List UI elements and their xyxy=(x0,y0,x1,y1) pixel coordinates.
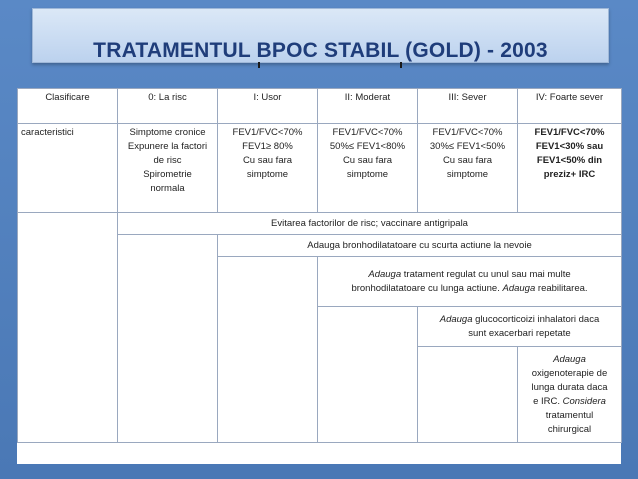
cell-line: simptome xyxy=(246,169,289,180)
tick-mark xyxy=(258,62,260,68)
stage-1-empty-cell xyxy=(218,257,318,443)
cell-line xyxy=(421,313,618,327)
cell-line: simptome xyxy=(446,169,489,180)
characteristics-stage-0 xyxy=(118,124,218,213)
add-word: Adauga xyxy=(368,268,402,280)
gold-table-container xyxy=(17,88,621,464)
cell-line: FEV1/FVC<70% xyxy=(534,127,605,138)
text-run: bronhodilatatoare cu lunga actiune. xyxy=(351,282,503,294)
header-row xyxy=(18,89,622,124)
gold-treatment-table xyxy=(17,88,622,443)
cell-line: preziz+ IRC xyxy=(543,169,596,180)
cell-line: Cu sau fara xyxy=(442,155,493,166)
cell-line: Adauga xyxy=(553,353,586,365)
add-word: Adauga xyxy=(502,282,536,294)
consider-word: Considera xyxy=(562,395,606,407)
cell-line xyxy=(321,282,618,296)
cell-line: 50%≤ FEV1<80% xyxy=(329,141,406,152)
treatment-glucocorticoids xyxy=(418,307,622,347)
add-word: Adauga xyxy=(439,313,473,325)
cell-line: tratamentul xyxy=(545,409,594,421)
treatment-avoid-risk: Evitarea factorilor de risc; vaccinare antigripala xyxy=(118,213,622,235)
characteristics-stage-3 xyxy=(418,124,518,213)
cell-line: FEV1/FVC<70% xyxy=(432,127,503,138)
cell-line: simptome xyxy=(346,169,389,180)
cell-line: Spirometrie xyxy=(143,169,192,180)
tick-mark xyxy=(400,62,402,68)
cell-line: normala xyxy=(150,183,185,194)
treatment-row-avoid xyxy=(18,213,622,235)
cell-line xyxy=(321,268,618,282)
treatment-label-empty xyxy=(18,213,118,443)
stage-0-empty-cell xyxy=(118,235,218,443)
characteristics-stage-4 xyxy=(518,124,622,213)
cell-line: FEV1/FVC<70% xyxy=(232,127,303,138)
treatment-regular-long-acting xyxy=(318,257,622,307)
cell-line: Cu sau fara xyxy=(242,155,293,166)
cell-line: FEV1<50% din xyxy=(536,155,603,166)
cell-line: Simptome cronice xyxy=(129,127,206,138)
cell-line: lunga durata daca xyxy=(531,381,608,393)
slide-title: TRATAMENTUL BPOC STABIL (GOLD) - 2003 xyxy=(93,39,548,62)
treatment-short-acting: Adauga bronhodilatatoare cu scurta actiune la nevoie xyxy=(218,235,622,257)
cell-line: chirurgical xyxy=(547,423,592,435)
header-cell-very-severe: IV: Foarte sever xyxy=(518,89,622,124)
header-cell-mild: I: Usor xyxy=(218,89,318,124)
cell-line: de risc xyxy=(153,155,182,166)
cell-line xyxy=(521,395,618,409)
text-run: tratament regulat cu unul sau mai multe xyxy=(401,268,571,280)
treatment-oxygen-surgery xyxy=(518,347,622,443)
text-run: e IRC. xyxy=(533,395,563,407)
header-cell-severe: III: Sever xyxy=(418,89,518,124)
stage-2-empty-cell xyxy=(318,307,418,443)
characteristics-stage-2 xyxy=(318,124,418,213)
cell-line: FEV1<30% sau xyxy=(535,141,604,152)
header-cell-moderate: II: Moderat xyxy=(318,89,418,124)
characteristics-row xyxy=(18,124,622,213)
cell-line: sunt exacerbari repetate xyxy=(468,327,571,339)
characteristics-label: caracteristici xyxy=(18,124,118,213)
characteristics-stage-1 xyxy=(218,124,318,213)
cell-line: Cu sau fara xyxy=(342,155,393,166)
cell-line: 30%≤ FEV1<50% xyxy=(429,141,506,152)
cell-line: Expunere la factori xyxy=(127,141,208,152)
cell-line: FEV1≥ 80% xyxy=(242,141,293,152)
cell-line: FEV1/FVC<70% xyxy=(332,127,403,138)
header-cell-classification: Clasificare xyxy=(18,89,118,124)
stage-3-empty-cell xyxy=(418,347,518,443)
title-band xyxy=(32,8,609,63)
text-run: glucocorticoizi inhalatori daca xyxy=(472,313,600,325)
header-cell-risk: 0: La risc xyxy=(118,89,218,124)
cell-line: oxigenoterapie de xyxy=(531,367,608,379)
text-run: reabilitarea. xyxy=(535,282,588,294)
